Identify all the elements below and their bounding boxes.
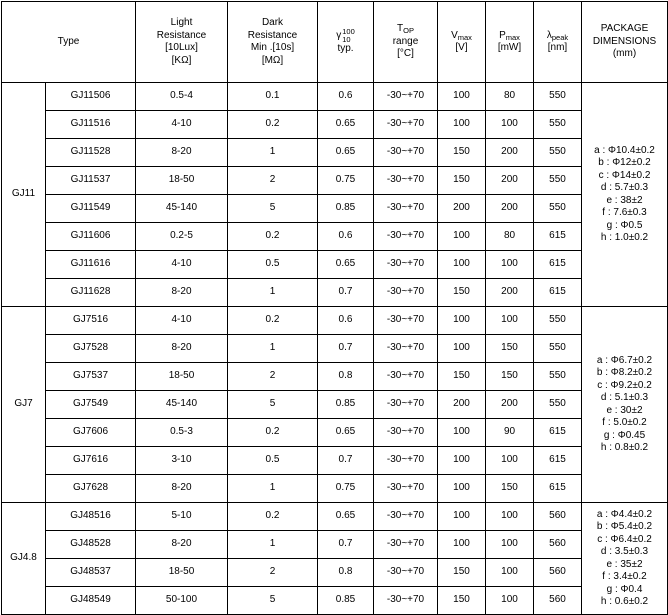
cell-gamma: 0.65 [318,251,374,279]
cell-top: -30~+70 [374,559,438,587]
cell-type: GJ11606 [46,223,136,251]
cell-top: -30~+70 [374,587,438,615]
cell-lpeak: 550 [534,335,582,363]
cell-lpeak: 550 [534,111,582,139]
cell-gamma: 0.7 [318,447,374,475]
cell-lpeak: 560 [534,587,582,615]
cell-lpeak: 550 [534,391,582,419]
cell-light: 18-50 [136,363,228,391]
cell-pmax: 100 [486,587,534,615]
package-dimension-line: c : Φ6.4±0.2 [597,533,652,545]
group-name-cell: GJ4.8 [2,503,46,615]
cell-vmax: 100 [438,419,486,447]
cell-top: -30~+70 [374,139,438,167]
group-name-cell: GJ7 [2,307,46,503]
package-dimension-line: g : Φ0.5 [606,219,643,231]
cell-top: -30~+70 [374,195,438,223]
package-dimensions-cell [582,307,668,503]
package-dimensions-cell [582,503,668,615]
cell-type: GJ7606 [46,419,136,447]
package-dimension-line: g : Φ0.45 [603,429,646,441]
cell-vmax: 100 [438,111,486,139]
cell-type: GJ7528 [46,335,136,363]
cell-vmax: 100 [438,223,486,251]
cell-gamma: 0.85 [318,391,374,419]
table-row [2,251,668,279]
cell-lpeak: 550 [534,363,582,391]
package-dimension-line: a : Φ10.4±0.2 [594,144,655,156]
cell-top: -30~+70 [374,447,438,475]
package-dimension-line: g : Φ0.4 [606,583,643,595]
cell-pmax: 200 [486,279,534,307]
cell-vmax: 200 [438,195,486,223]
cell-light: 8-20 [136,531,228,559]
cell-pmax: 150 [486,363,534,391]
package-dimension-line: c : Φ14±0.2 [598,169,651,181]
cell-gamma: 0.65 [318,139,374,167]
cell-pmax: 200 [486,195,534,223]
cell-gamma: 0.75 [318,167,374,195]
package-dimension-line: a : Φ6.7±0.2 [596,354,653,366]
cell-vmax: 150 [438,559,486,587]
cell-type: GJ7549 [46,391,136,419]
package-dimension-line: e : 30±2 [606,404,643,416]
cell-pmax: 80 [486,223,534,251]
header-operating-temperature: $T_{OP}$ range [°C] [374,2,438,83]
cell-light: 45-140 [136,195,228,223]
cell-type: GJ48537 [46,559,136,587]
cell-gamma: 0.85 [318,587,374,615]
cell-type: GJ48516 [46,503,136,531]
cell-gamma: 0.75 [318,475,374,503]
package-dimension-line: h : 0.6±0.2 [600,596,649,607]
header-gamma: γ 100 10 typ. [318,2,374,83]
cell-vmax: 150 [438,167,486,195]
cell-light: 0.2-5 [136,223,228,251]
table-row [2,195,668,223]
cell-type: GJ7537 [46,363,136,391]
cell-vmax: 150 [438,587,486,615]
table-row [2,559,668,587]
cell-type: GJ11506 [46,83,136,111]
cell-dark: 0.5 [228,447,318,475]
cell-dark: 0.5 [228,251,318,279]
header-light-resistance: Light Resistance [10Lux] [KΩ] [136,2,228,83]
cell-dark: 1 [228,335,318,363]
package-dimension-line: f : 3.4±0.2 [602,571,647,582]
cell-type: GJ7628 [46,475,136,503]
cell-type: GJ48528 [46,531,136,559]
cell-dark: 5 [228,391,318,419]
header-vmax: $V_{max}$ [V] [438,2,486,83]
package-dimension-line: h : 1.0±0.2 [600,232,649,243]
cell-vmax: 100 [438,335,486,363]
cell-type: GJ11549 [46,195,136,223]
package-dimension-line: f : 7.6±0.3 [602,207,647,218]
cell-light: 8-20 [136,139,228,167]
table-row [2,223,668,251]
cell-gamma: 0.6 [318,83,374,111]
cell-vmax: 100 [438,503,486,531]
cell-gamma: 0.65 [318,503,374,531]
table-row [2,419,668,447]
cell-gamma: 0.8 [318,363,374,391]
cell-light: 50-100 [136,587,228,615]
cell-vmax: 100 [438,251,486,279]
cell-type: GJ11516 [46,111,136,139]
cell-top: -30~+70 [374,83,438,111]
cell-lpeak: 615 [534,279,582,307]
cell-vmax: 100 [438,83,486,111]
cell-pmax: 150 [486,475,534,503]
table-row [2,587,668,615]
cell-top: -30~+70 [374,363,438,391]
cell-vmax: 100 [438,307,486,335]
table-row [2,83,668,111]
package-dimension-line: h : 0.8±0.2 [600,442,649,453]
cell-top: -30~+70 [374,503,438,531]
package-dimension-line: d : 3.5±0.3 [600,546,649,557]
cell-pmax: 100 [486,447,534,475]
cell-top: -30~+70 [374,307,438,335]
cell-top: -30~+70 [374,279,438,307]
cell-lpeak: 560 [534,559,582,587]
table-row [2,531,668,559]
cell-gamma: 0.65 [318,111,374,139]
cell-light: 18-50 [136,167,228,195]
table-row [2,167,668,195]
cell-lpeak: 550 [534,195,582,223]
cell-top: -30~+70 [374,475,438,503]
cell-gamma: 0.85 [318,195,374,223]
table-body [2,83,668,615]
cell-light: 4-10 [136,111,228,139]
cell-lpeak: 615 [534,223,582,251]
table-row [2,391,668,419]
package-dimension-line: b : Φ8.2±0.2 [596,367,653,378]
cell-pmax: 100 [486,503,534,531]
cell-pmax: 200 [486,391,534,419]
cell-vmax: 150 [438,139,486,167]
cell-top: -30~+70 [374,111,438,139]
package-dimension-line: b : Φ5.4±0.2 [596,521,653,532]
cell-pmax: 80 [486,83,534,111]
cell-lpeak: 560 [534,503,582,531]
cell-gamma: 0.7 [318,335,374,363]
cell-dark: 1 [228,139,318,167]
cell-dark: 1 [228,279,318,307]
cell-top: -30~+70 [374,251,438,279]
table-header-row [2,2,668,83]
cell-dark: 2 [228,559,318,587]
header-lambda-peak: $\lambda_{peak}$ [nm] [534,2,582,83]
package-dimension-line: d : 5.7±0.3 [600,182,649,193]
cell-light: 18-50 [136,559,228,587]
package-dimension-line: c : Φ9.2±0.2 [597,379,652,391]
cell-lpeak: 615 [534,475,582,503]
package-dimension-line: b : Φ12±0.2 [598,157,651,168]
cell-top: -30~+70 [374,391,438,419]
cell-light: 3-10 [136,447,228,475]
table-row [2,139,668,167]
cell-type: GJ48549 [46,587,136,615]
cell-lpeak: 560 [534,531,582,559]
cell-light: 0.5-3 [136,419,228,447]
cell-top: -30~+70 [374,167,438,195]
cell-dark: 2 [228,167,318,195]
cell-pmax: 90 [486,419,534,447]
table-row [2,503,668,531]
cell-vmax: 100 [438,447,486,475]
cell-pmax: 100 [486,307,534,335]
cell-gamma: 0.65 [318,419,374,447]
cell-type: GJ11628 [46,279,136,307]
package-dimension-line: a : Φ4.4±0.2 [596,508,653,520]
table-row [2,279,668,307]
cell-gamma: 0.8 [318,559,374,587]
cell-lpeak: 550 [534,139,582,167]
cell-vmax: 200 [438,391,486,419]
cell-type: GJ11616 [46,251,136,279]
table-row [2,307,668,335]
cell-top: -30~+70 [374,223,438,251]
cell-light: 5-10 [136,503,228,531]
cell-lpeak: 615 [534,251,582,279]
cell-light: 8-20 [136,475,228,503]
table-row [2,111,668,139]
cell-light: 0.5-4 [136,83,228,111]
cell-lpeak: 550 [534,167,582,195]
cell-pmax: 100 [486,531,534,559]
header-package-dimensions: PACKAGE DIMENSIONS (mm) [582,2,668,83]
package-dimensions-cell [582,83,668,307]
table-row [2,335,668,363]
cell-dark: 0.2 [228,503,318,531]
cell-vmax: 100 [438,475,486,503]
cell-vmax: 150 [438,279,486,307]
cell-pmax: 150 [486,335,534,363]
header-dark-resistance: Dark Resistance Min .[10s] [MΩ] [228,2,318,83]
cell-lpeak: 615 [534,419,582,447]
cell-pmax: 100 [486,251,534,279]
cell-dark: 5 [228,587,318,615]
cell-dark: 1 [228,475,318,503]
group-name-cell: GJ11 [2,83,46,307]
package-dimension-line: e : 38±2 [606,194,643,206]
cell-pmax: 200 [486,139,534,167]
cell-dark: 0.2 [228,223,318,251]
cell-lpeak: 550 [534,307,582,335]
package-dimension-line: f : 5.0±0.2 [602,417,647,428]
table-row [2,475,668,503]
cell-pmax: 200 [486,167,534,195]
cell-vmax: 100 [438,531,486,559]
package-dimension-line: d : 5.1±0.3 [600,392,649,403]
cell-light: 4-10 [136,307,228,335]
cell-light: 8-20 [136,335,228,363]
specification-table [1,1,668,615]
cell-dark: 1 [228,531,318,559]
cell-dark: 2 [228,363,318,391]
cell-type: GJ7516 [46,307,136,335]
cell-lpeak: 615 [534,447,582,475]
cell-dark: 5 [228,195,318,223]
cell-pmax: 100 [486,111,534,139]
cell-top: -30~+70 [374,531,438,559]
cell-type: GJ11537 [46,167,136,195]
package-dimension-line: e : 35±2 [606,558,643,570]
cell-dark: 0.1 [228,83,318,111]
cell-top: -30~+70 [374,335,438,363]
cell-top: -30~+70 [374,419,438,447]
cell-type: GJ7616 [46,447,136,475]
cell-gamma: 0.7 [318,531,374,559]
cell-dark: 0.2 [228,419,318,447]
header-type: Type [2,2,136,83]
table-row [2,363,668,391]
cell-light: 4-10 [136,251,228,279]
cell-gamma: 0.6 [318,223,374,251]
cell-light: 8-20 [136,279,228,307]
cell-dark: 0.2 [228,111,318,139]
header-pmax: $P_{max}$ [mW] [486,2,534,83]
cell-gamma: 0.6 [318,307,374,335]
cell-type: GJ11528 [46,139,136,167]
cell-dark: 0.2 [228,307,318,335]
cell-lpeak: 550 [534,83,582,111]
cell-vmax: 150 [438,363,486,391]
cell-light: 45-140 [136,391,228,419]
cell-gamma: 0.7 [318,279,374,307]
table-row [2,447,668,475]
cell-pmax: 100 [486,559,534,587]
